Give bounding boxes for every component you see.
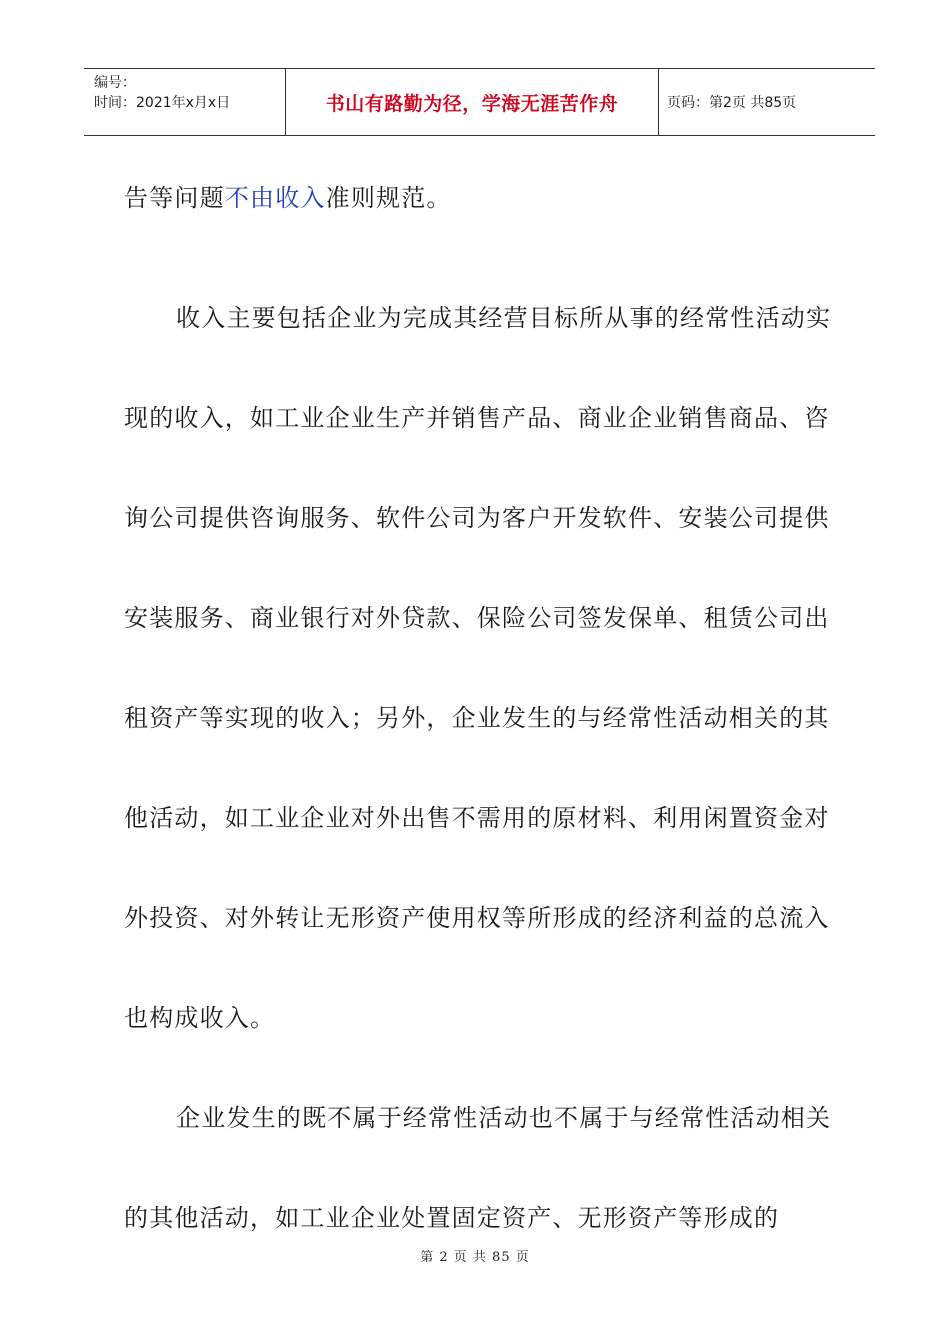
document-header: [84, 68, 875, 136]
page-footer: 第 2 页 共 85 页: [420, 1250, 530, 1265]
paragraph-non-operating: 企业发生的既不属于经常性活动也不属于与经常性活动相关的其他活动，如工业企业处置固定资产、无形资产等形成的: [124, 1104, 832, 1232]
document-date: 时间：2021年x月x日: [94, 95, 231, 111]
header-motto: 书山有路勤为径，学海无涯苦作舟: [325, 92, 619, 115]
line1-suffix: 准则规范。: [325, 184, 452, 212]
header-page-info: 页码：第2页 共85页: [667, 95, 797, 111]
header-page-info-cell: [659, 69, 875, 135]
paragraph-revenue-scope: 收入主要包括企业为完成其经营目标所从事的经常性活动实现的收入，如工业企业生产并销售产品、商业企业销售商品、咨询公司提供咨询服务、软件公司为客户开发软件、安装公司提供安装服务、商业银行对外贷款、保险公司签发保单、租赁公司出租资产等实现的收入；另外，企业发生的与经常性活动相关的其他活动，如工业企业对外出售不需用的原材料、利用闲置资金对外投资、对外转让无形资产使用权等所形成的经济利益的总流入也构成收入。: [124, 304, 832, 1032]
document-body: [124, 168, 844, 1268]
header-meta: [84, 69, 286, 135]
paragraph-continuation: [124, 168, 844, 228]
header-motto-cell: [286, 69, 659, 135]
inline-link-text[interactable]: 不由收入: [224, 184, 326, 212]
line1-prefix: 告等问题: [124, 184, 225, 212]
document-number-label: 编号：: [94, 75, 136, 91]
